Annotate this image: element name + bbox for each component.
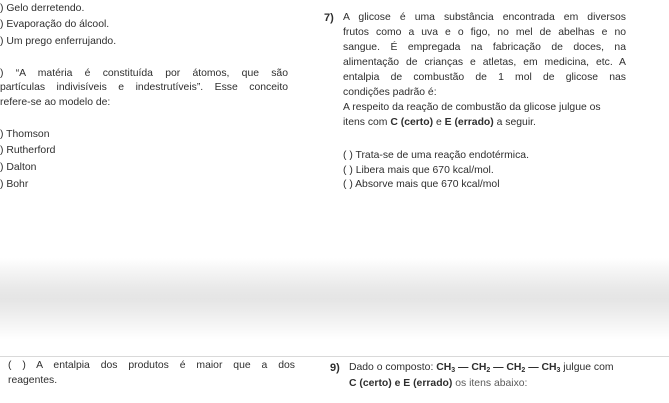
question-9-line-1 (349, 363, 614, 374)
quote-line-2: partículas indivisíveis e indestrutíveis”. Esse conceito (0, 82, 288, 93)
quote-line-3: refere-se ao modelo de: (0, 97, 111, 108)
bottom-left-line-1: ( ) A entalpia dos produtos é maior que a dos (8, 360, 295, 371)
question-7-item-1: ( ) Trata-se de uma reação endotérmica. (343, 150, 529, 161)
formula-ch2-second: $CH_2$ (506, 362, 526, 374)
quote-line-1: ) “A matéria é constituída por átomos, que são (0, 68, 288, 79)
bottom-left-line-2: reagentes. (8, 375, 58, 386)
question-7-line-6: condições padrão é: (343, 87, 437, 98)
question-7-line-5: entalpia de combustão de 1 mol de glicose nas (343, 72, 626, 83)
question-9-line-2 (349, 379, 527, 389)
formula-bond-2: — (490, 362, 507, 373)
question-9-suffix: julgue com (560, 362, 614, 373)
question-9-prefix: Dado o composto: (349, 362, 437, 373)
certo-label: C (certo) (390, 117, 434, 128)
question-7-line-2: frutos como a uva e o figo, no mel de abelhas e no (343, 27, 626, 38)
option-gelo-derretendo: ) Gelo derretendo. (0, 3, 85, 14)
divider-line (0, 356, 669, 357)
answer-thomson: ) Thomson (0, 129, 50, 140)
answer-dalton: ) Dalton (0, 162, 37, 173)
question-7-line-4: alimentação de crianças e atletas, em medicina, etc. A (343, 57, 626, 68)
question-7-item-2: ( ) Libera mais que 670 kcal/mol. (343, 165, 494, 176)
instruction-connector: e (433, 117, 445, 128)
question-7-line-7: A respeito da reação de combustão da glicose julgue os (343, 102, 601, 113)
question-7-instruction (343, 118, 536, 128)
question-7-item-3: ( ) Absorve mais que 670 kcal/mol (343, 179, 500, 190)
option-evaporacao-alcool: ) Evaporação do álcool. (0, 19, 110, 30)
formula-ch3-right: $CH_3$ (541, 362, 561, 374)
question-7-line-1: A glicose é uma substância encontrada em diversos (343, 12, 626, 23)
page-break-band (0, 258, 669, 340)
option-prego-enferrujando: ) Um prego enferrujando. (0, 36, 117, 47)
errado-label: E (errado) (444, 117, 494, 128)
formula-bond-3: — (525, 362, 542, 373)
question-9-line-2-rest: os itens abaixo: (452, 378, 528, 389)
answer-bohr: ) Bohr (0, 179, 29, 190)
formula-ch2-first: $CH_2$ (471, 362, 491, 374)
question-7-number: 7) (324, 12, 334, 24)
instruction-suffix: a seguir. (493, 117, 536, 128)
answer-rutherford: ) Rutherford (0, 145, 56, 156)
question-9-number: 9) (330, 362, 340, 374)
instruction-prefix: itens com (343, 117, 391, 128)
formula-ch3-left: $CH_3$ (436, 362, 456, 374)
question-9-certo-errado: C (certo) e E (errado) (349, 378, 453, 389)
formula-bond-1: — (455, 362, 472, 373)
question-7-line-3: sangue. É empregada na fabricação de doces, na (343, 42, 626, 53)
